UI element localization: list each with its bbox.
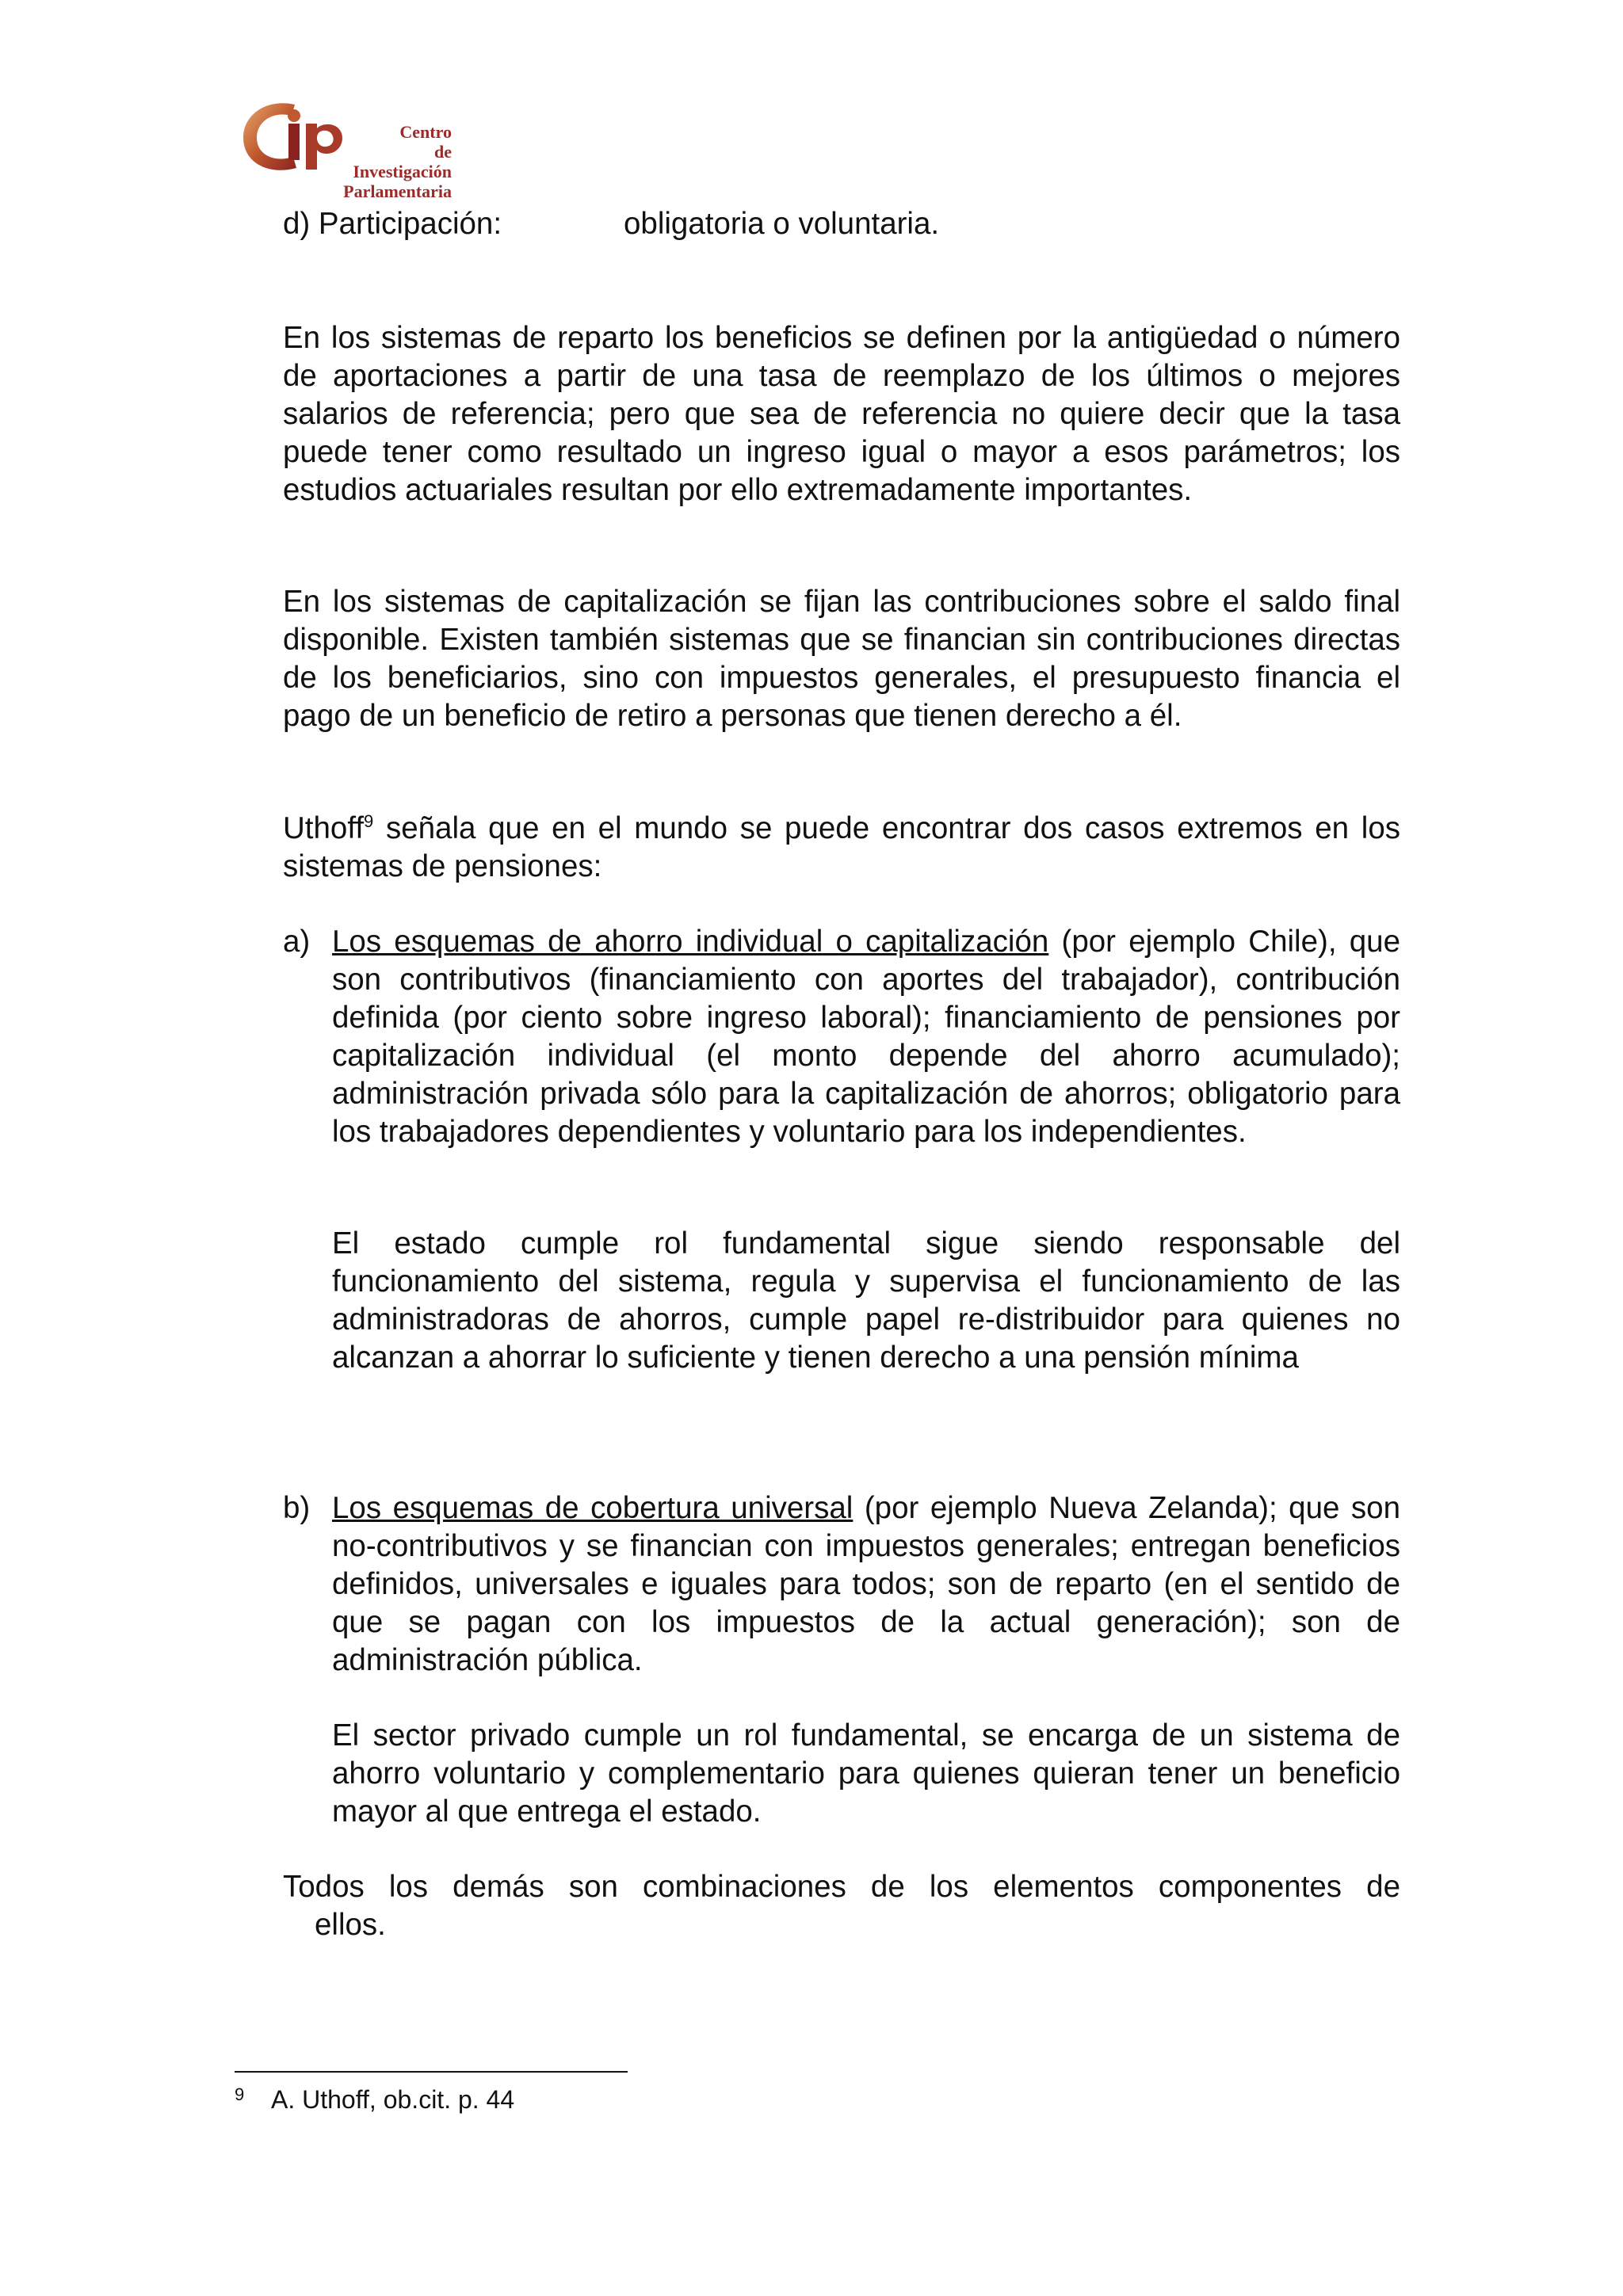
closing-line-1: Todos los demás son combinaciones de los elementos componentes de <box>283 1870 1400 1904</box>
closing-line-2: ellos. <box>315 1908 386 1942</box>
cip-logo-text <box>333 122 452 201</box>
footnote-reference: 9 <box>364 811 374 832</box>
participation-value: obligatoria o voluntaria. <box>624 207 940 241</box>
item-b-label: b) <box>283 1491 311 1525</box>
item-b-note: El sector privado cumple un rol fundamental, se encarga de un sistema de ahorro voluntario y complementario para quienes quieran tener un beneficio mayor al que entrega el estado. <box>332 1718 1400 1829</box>
list-item-a <box>283 923 1400 1192</box>
paragraph-capitalizacion: En los sistemas de capitalización se fijan las contribuciones sobre el saldo final disponible. Existen también sistemas que se financian sin contribuciones directas de los beneficiarios, sino con impuestos generales, el presupuesto financia el pago de un beneficio de retiro a personas que tienen derecho a él. <box>283 585 1400 733</box>
item-a-label: a) <box>283 925 311 959</box>
paragraph-uthoff <box>283 810 1400 886</box>
item-b-content <box>332 1489 1400 1680</box>
item-b-text: (por ejemplo Nueva Zelanda); que son no-contributivos y se financian con impuestos generales; entregan beneficios definidos, universales e iguales para todos; son de reparto (en el sentido de que se pagan con los impuestos de la actual generación); son de administración pública. <box>332 1491 1400 1677</box>
logo-line-centro: Centro <box>399 122 452 142</box>
footnote-text: A. Uthoff, ob.cit. p. 44 <box>271 2085 515 2114</box>
list-item-b <box>283 1489 1400 1680</box>
footnote-number: 9 <box>235 2084 245 2104</box>
logo-line-parlamentaria: Parlamentaria <box>343 181 452 201</box>
item-b-title: Los esquemas de cobertura universal <box>332 1491 854 1525</box>
paragraph-reparto: En los sistemas de reparto los beneficios se definen por la antigüedad o número de aportaciones a partir de una tasa de reemplazo de los últimos o mejores salarios de referencia; pero que sea de referencia no quiere decir que la tasa puede tener como resultado un ingreso igual o mayor a esos parámetros; los estudios actuariales resultan por ello extremadamente importantes. <box>283 321 1400 507</box>
item-a-text: (por ejemplo Chile), que son contributivos (financiamiento con aportes del trabajador), contribución definida (por ciento sobre ingreso laboral); financiamiento de pensiones por capitalización individual (el monto depende del ahorro acumulado); administración privada sólo para la capitalización de ahorros; obligatorio para los trabajadores dependientes y voluntario para los independientes. <box>332 925 1400 1149</box>
closing-paragraph <box>283 1868 1400 1944</box>
cip-logo <box>239 97 452 201</box>
footnote-divider <box>235 2071 628 2073</box>
logo-line-de: de <box>434 142 452 162</box>
item-a-title: Los esquemas de ahorro individual o capitalización <box>332 925 1049 959</box>
uthoff-text: señala que en el mundo se puede encontrar dos casos extremos en los sistemas de pensiones: <box>283 811 1400 883</box>
item-a-note: El estado cumple rol fundamental sigue siendo responsable del funcionamiento del sistema, regula y supervisa el funcionamiento de las administradoras de ahorros, cumple papel re-distribuidor para quienes no alcanzan a ahorrar lo suficiente y tienen derecho a una pensión mínima <box>332 1226 1400 1375</box>
uthoff-name: Uthoff <box>283 811 365 845</box>
participation-label: d) Participación: <box>283 207 502 241</box>
logo-line-investigacion: Investigación <box>353 162 452 181</box>
item-a-content <box>332 923 1400 1151</box>
